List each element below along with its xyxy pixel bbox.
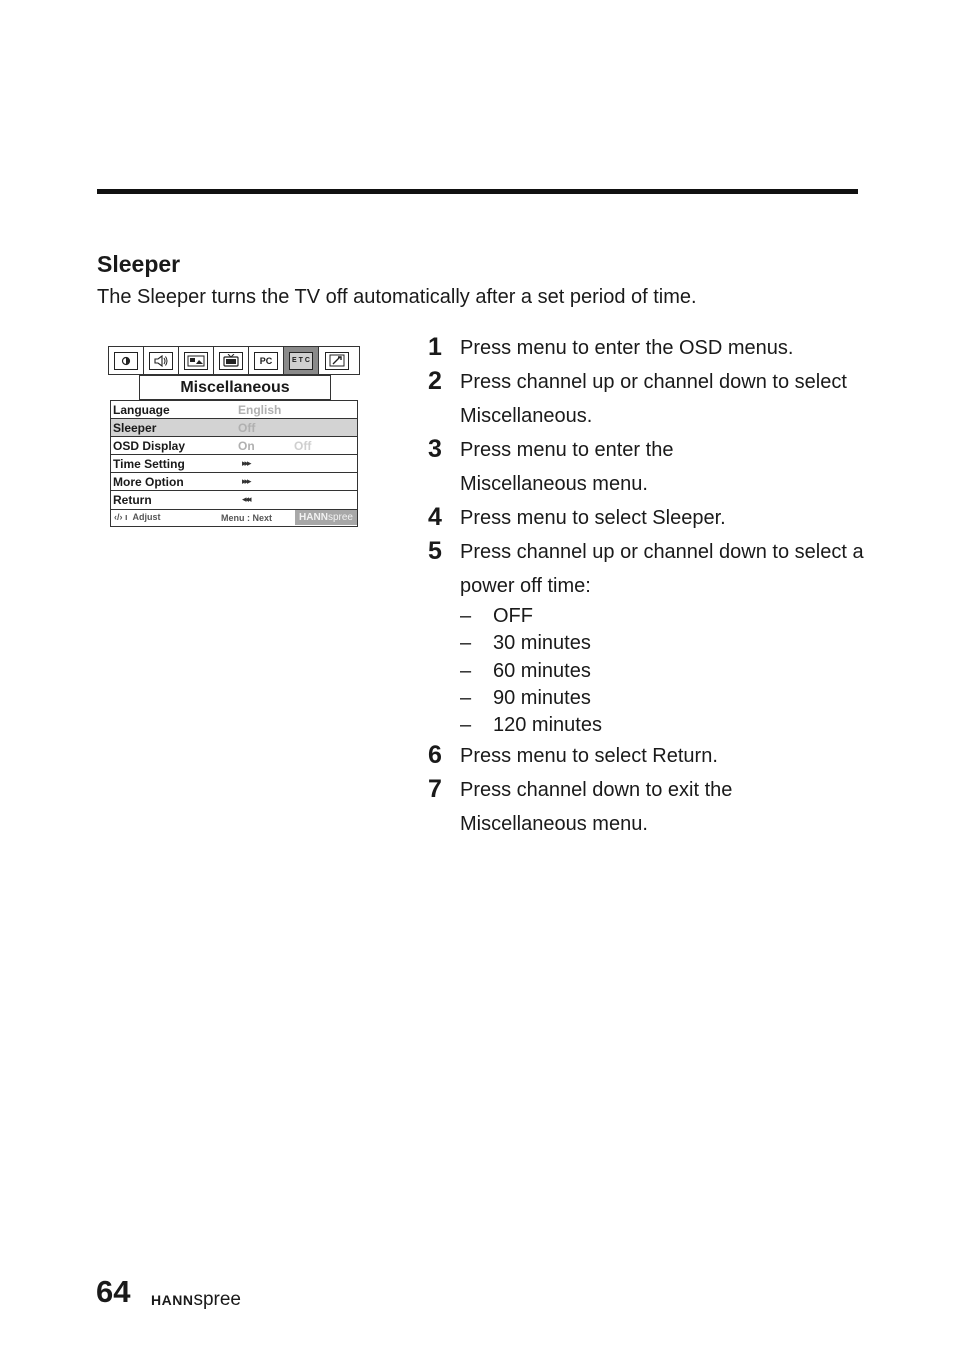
osd-adjust-hint: ‹/› ı Adjust	[114, 512, 161, 522]
step-5	[428, 535, 868, 603]
step-number: 1	[428, 333, 442, 361]
option-item: – 60 minutes	[460, 658, 868, 685]
step-number: 7	[428, 775, 442, 804]
pc-icon: PC	[249, 347, 284, 374]
top-rule	[97, 189, 858, 194]
tv-icon	[214, 347, 249, 374]
osd-brand-logo: HANNspree	[295, 510, 357, 525]
option-item: – 30 minutes	[460, 630, 868, 657]
back-arrows-icon: ◂◂◂	[242, 494, 250, 504]
step-text: Press channel up or channel down to select a power off time:	[460, 541, 864, 597]
osd-icon-bar	[108, 346, 360, 375]
step-1	[428, 331, 868, 365]
section-heading: Sleeper	[97, 251, 181, 277]
forward-arrows-icon: ▸▸▸	[242, 476, 250, 486]
step-number: 2	[428, 367, 442, 395]
step-number: 4	[428, 503, 442, 531]
section-intro: The Sleeper turns the TV off automatically after a set period of time.	[97, 286, 697, 308]
brand-logo: HANNspree	[151, 1289, 241, 1310]
osd-title: Miscellaneous	[139, 375, 331, 400]
step-number: 5	[428, 537, 442, 565]
osd-row-label: Return	[113, 493, 152, 507]
adjust-arrows-icon: ‹/› ı	[114, 512, 128, 522]
osd-options-table	[110, 400, 358, 527]
step-number: 6	[428, 741, 442, 770]
forward-arrows-icon: ▸▸▸	[242, 458, 250, 468]
osd-row-label: OSD Display	[113, 439, 186, 453]
step-3	[428, 433, 868, 501]
misc-icon: E T C	[284, 347, 319, 374]
steps-list	[428, 331, 868, 841]
power-off-options	[460, 603, 868, 739]
osd-row-value: On	[238, 439, 255, 453]
setup-icon	[319, 347, 354, 374]
osd-row-return	[111, 491, 357, 510]
step-text: Press channel up or channel down to select Miscellaneous.	[460, 371, 847, 427]
osd-row-time-setting	[111, 455, 357, 473]
option-item: – 120 minutes	[460, 712, 868, 739]
osd-row-language	[111, 401, 357, 419]
osd-row-label: Sleeper	[113, 421, 157, 435]
step-number: 3	[428, 435, 442, 463]
osd-row-sleeper	[111, 419, 357, 437]
step-text: Press menu to select Sleeper.	[460, 507, 726, 529]
step-text: Press channel down to exit the Miscellaneous menu.	[460, 779, 733, 836]
osd-next-hint: Menu : Next	[221, 513, 273, 523]
osd-row-more-option	[111, 473, 357, 491]
step-text: Press menu to enter the OSD menus.	[460, 337, 794, 359]
step-text: Press menu to enter the Miscellaneous menu.	[460, 439, 674, 495]
osd-row-value: English	[238, 403, 282, 417]
step-text: Press menu to select Return.	[460, 745, 718, 768]
osd-row-label: Time Setting	[113, 457, 185, 471]
osd-row-value: Off	[238, 421, 256, 435]
osd-row-osd-display	[111, 437, 357, 455]
osd-row-label: More Option	[113, 475, 184, 489]
option-item: – 90 minutes	[460, 685, 868, 712]
step-2	[428, 365, 868, 433]
picture-icon	[179, 347, 214, 374]
option-item: – OFF	[460, 603, 868, 630]
page-number: 64	[96, 1274, 131, 1309]
osd-row-value-alt: Off	[294, 439, 312, 453]
step-4	[428, 501, 868, 535]
osd-row-label: Language	[113, 403, 170, 417]
audio-icon	[144, 347, 179, 374]
step-6	[428, 739, 868, 773]
osd-footer	[111, 510, 357, 527]
step-7	[428, 773, 868, 841]
brightness-icon	[109, 347, 144, 374]
